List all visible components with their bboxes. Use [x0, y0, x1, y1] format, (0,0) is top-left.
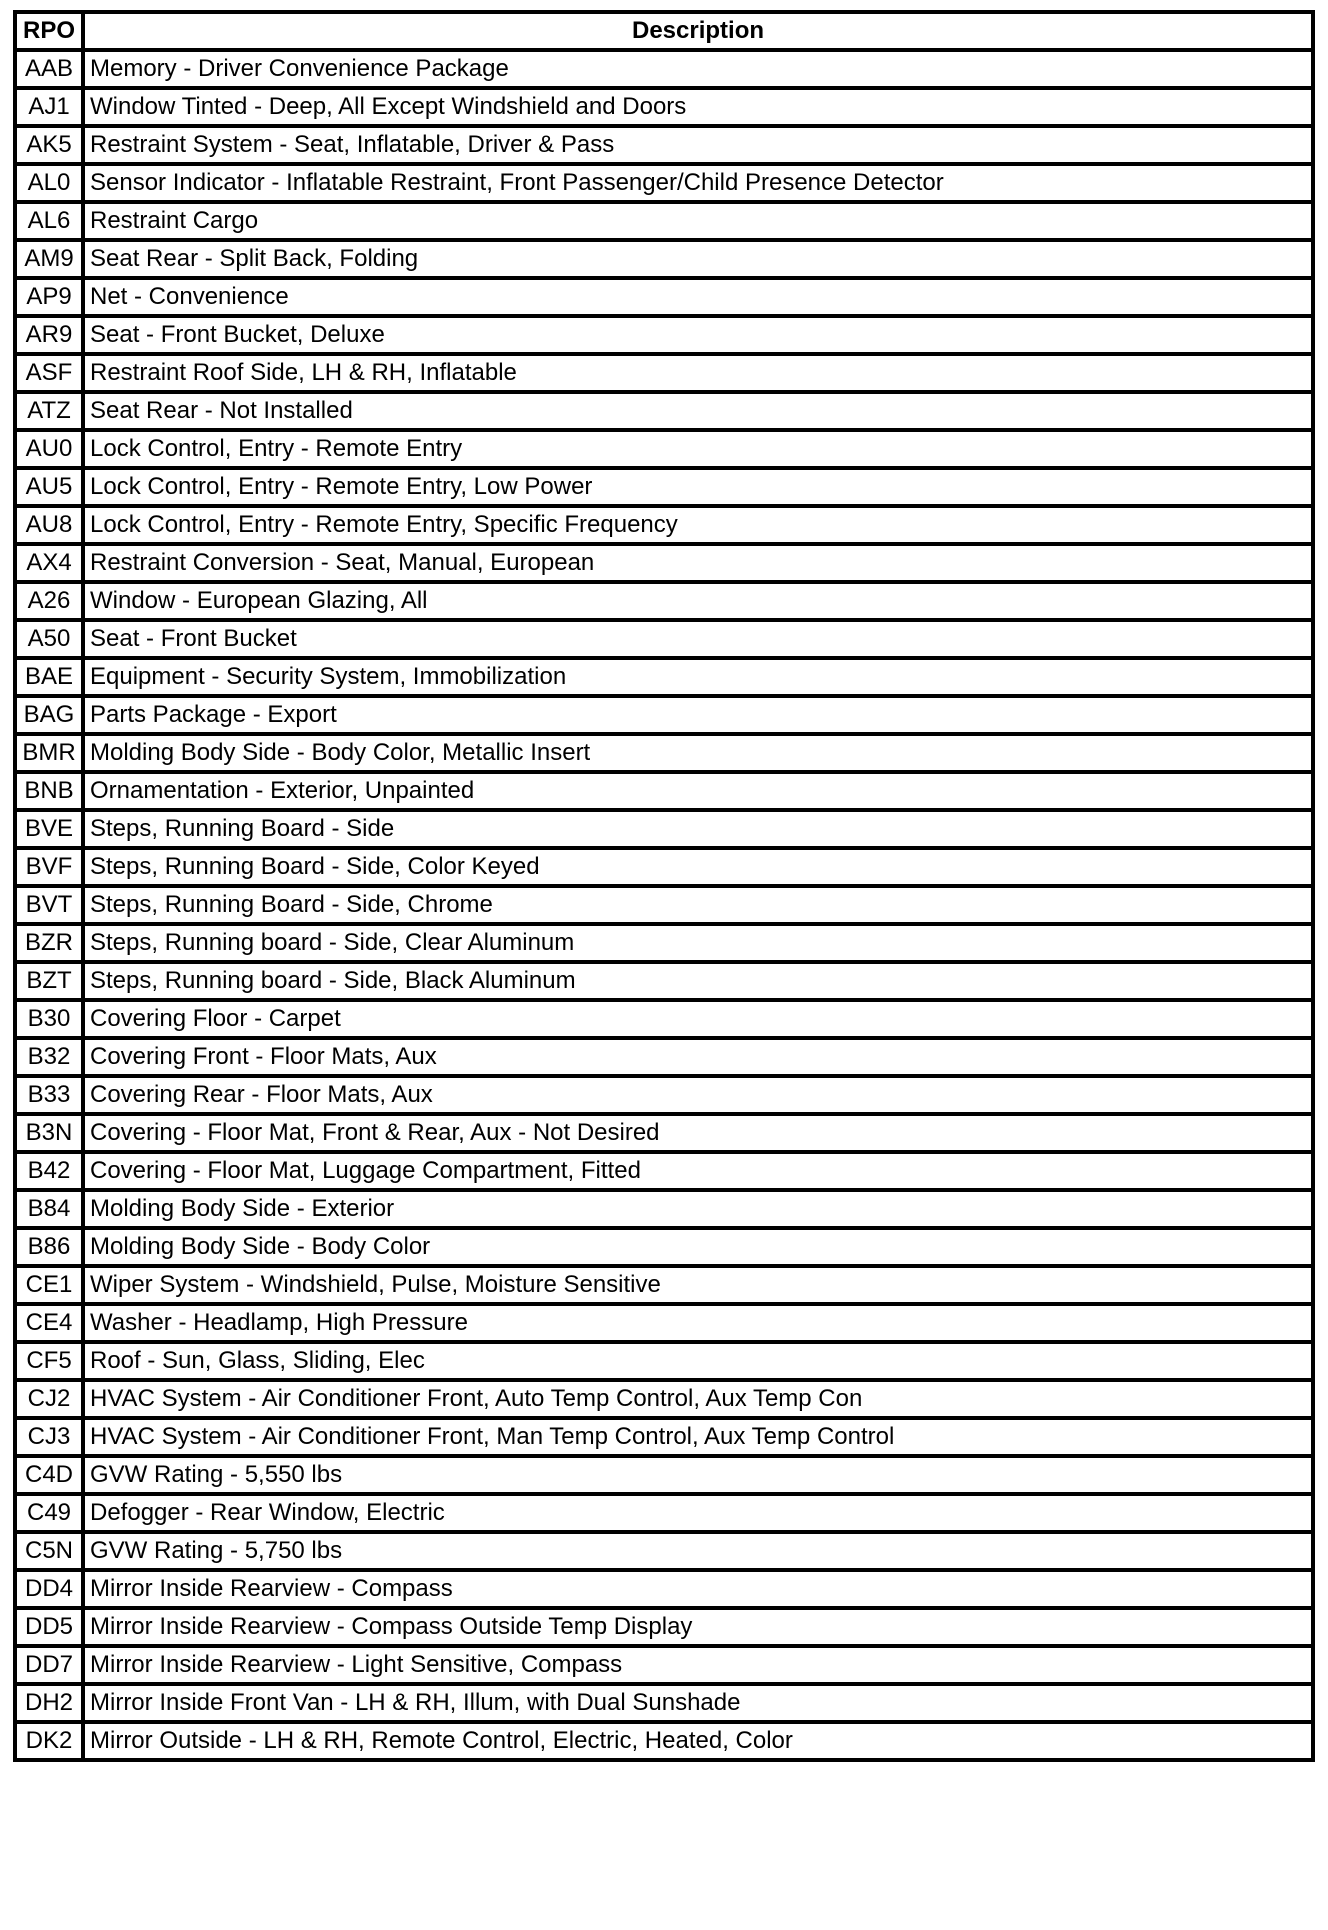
table-row — [15, 962, 1313, 1000]
table-row — [15, 88, 1313, 126]
rpo-code-cell: AU5 — [15, 468, 83, 506]
rpo-code-cell: BMR — [15, 734, 83, 772]
table-row — [15, 1684, 1313, 1722]
description-cell: Window Tinted - Deep, All Except Windshield and Doors — [83, 88, 1313, 126]
description-cell: Molding Body Side - Body Color, Metallic Insert — [83, 734, 1313, 772]
description-cell: Restraint System - Seat, Inflatable, Driver & Pass — [83, 126, 1313, 164]
description-cell: Mirror Inside Rearview - Compass Outside Temp Display — [83, 1608, 1313, 1646]
table-row — [15, 1152, 1313, 1190]
header-rpo: RPO — [15, 12, 83, 50]
table-row — [15, 430, 1313, 468]
description-cell: Covering - Floor Mat, Front & Rear, Aux - Not Desired — [83, 1114, 1313, 1152]
rpo-code-cell: ASF — [15, 354, 83, 392]
description-cell: HVAC System - Air Conditioner Front, Auto Temp Control, Aux Temp Con — [83, 1380, 1313, 1418]
rpo-code-cell: BZT — [15, 962, 83, 1000]
table-row — [15, 1076, 1313, 1114]
description-cell: Seat Rear - Split Back, Folding — [83, 240, 1313, 278]
table-row — [15, 1646, 1313, 1684]
rpo-table — [13, 10, 1315, 1762]
table-row — [15, 1114, 1313, 1152]
description-cell: Sensor Indicator - Inflatable Restraint, Front Passenger/Child Presence Detector — [83, 164, 1313, 202]
table-row — [15, 126, 1313, 164]
rpo-code-cell: AM9 — [15, 240, 83, 278]
rpo-code-cell: BAG — [15, 696, 83, 734]
rpo-code-cell: AAB — [15, 50, 83, 88]
description-cell: GVW Rating - 5,550 lbs — [83, 1456, 1313, 1494]
table-row — [15, 734, 1313, 772]
description-cell: Steps, Running Board - Side — [83, 810, 1313, 848]
rpo-code-cell: AL0 — [15, 164, 83, 202]
description-cell: Mirror Outside - LH & RH, Remote Control, Electric, Heated, Color — [83, 1722, 1313, 1760]
table-row — [15, 848, 1313, 886]
table-row — [15, 506, 1313, 544]
rpo-code-cell: B84 — [15, 1190, 83, 1228]
rpo-code-cell: CE1 — [15, 1266, 83, 1304]
rpo-code-cell: DK2 — [15, 1722, 83, 1760]
description-cell: Window - European Glazing, All — [83, 582, 1313, 620]
rpo-code-cell: B86 — [15, 1228, 83, 1266]
table-row — [15, 1608, 1313, 1646]
table-body — [15, 50, 1313, 1760]
description-cell: Molding Body Side - Exterior — [83, 1190, 1313, 1228]
description-cell: Seat - Front Bucket, Deluxe — [83, 316, 1313, 354]
rpo-code-cell: DH2 — [15, 1684, 83, 1722]
rpo-code-cell: C4D — [15, 1456, 83, 1494]
table-row — [15, 886, 1313, 924]
table-row — [15, 1570, 1313, 1608]
description-cell: Washer - Headlamp, High Pressure — [83, 1304, 1313, 1342]
rpo-code-cell: AU0 — [15, 430, 83, 468]
table-row — [15, 316, 1313, 354]
table-row — [15, 164, 1313, 202]
table-row — [15, 1722, 1313, 1760]
table-row — [15, 1380, 1313, 1418]
description-cell: Restraint Conversion - Seat, Manual, European — [83, 544, 1313, 582]
table-row — [15, 544, 1313, 582]
description-cell: Lock Control, Entry - Remote Entry, Low Power — [83, 468, 1313, 506]
table-row — [15, 392, 1313, 430]
table-row — [15, 1532, 1313, 1570]
rpo-code-cell: B32 — [15, 1038, 83, 1076]
description-cell: HVAC System - Air Conditioner Front, Man Temp Control, Aux Temp Control — [83, 1418, 1313, 1456]
rpo-code-cell: DD7 — [15, 1646, 83, 1684]
table-row — [15, 1190, 1313, 1228]
rpo-code-cell: BVE — [15, 810, 83, 848]
table-row — [15, 658, 1313, 696]
rpo-code-cell: DD5 — [15, 1608, 83, 1646]
rpo-code-cell: B3N — [15, 1114, 83, 1152]
rpo-code-cell: CF5 — [15, 1342, 83, 1380]
table-row — [15, 240, 1313, 278]
table-row — [15, 696, 1313, 734]
description-cell: Lock Control, Entry - Remote Entry — [83, 430, 1313, 468]
table-row — [15, 810, 1313, 848]
description-cell: Seat Rear - Not Installed — [83, 392, 1313, 430]
description-cell: Steps, Running board - Side, Black Aluminum — [83, 962, 1313, 1000]
description-cell: Covering - Floor Mat, Luggage Compartment, Fitted — [83, 1152, 1313, 1190]
table-row — [15, 620, 1313, 658]
rpo-code-cell: BZR — [15, 924, 83, 962]
header-row — [15, 12, 1313, 50]
table-row — [15, 582, 1313, 620]
table-row — [15, 772, 1313, 810]
rpo-code-cell: AJ1 — [15, 88, 83, 126]
table-row — [15, 1304, 1313, 1342]
rpo-code-cell: B42 — [15, 1152, 83, 1190]
table-row — [15, 1494, 1313, 1532]
table-row — [15, 1418, 1313, 1456]
table-row — [15, 1266, 1313, 1304]
rpo-code-cell: C49 — [15, 1494, 83, 1532]
description-cell: Parts Package - Export — [83, 696, 1313, 734]
description-cell: Steps, Running board - Side, Clear Aluminum — [83, 924, 1313, 962]
description-cell: Mirror Inside Rearview - Light Sensitive, Compass — [83, 1646, 1313, 1684]
description-cell: Ornamentation - Exterior, Unpainted — [83, 772, 1313, 810]
rpo-code-cell: C5N — [15, 1532, 83, 1570]
description-cell: Lock Control, Entry - Remote Entry, Specific Frequency — [83, 506, 1313, 544]
description-cell: Covering Rear - Floor Mats, Aux — [83, 1076, 1313, 1114]
rpo-code-cell: ATZ — [15, 392, 83, 430]
table-row — [15, 1228, 1313, 1266]
table-row — [15, 924, 1313, 962]
description-cell: Mirror Inside Front Van - LH & RH, Illum, with Dual Sunshade — [83, 1684, 1313, 1722]
rpo-code-cell: BVF — [15, 848, 83, 886]
table-row — [15, 1342, 1313, 1380]
header-description: Description — [83, 12, 1313, 50]
description-cell: Molding Body Side - Body Color — [83, 1228, 1313, 1266]
rpo-code-cell: CE4 — [15, 1304, 83, 1342]
rpo-code-cell: AR9 — [15, 316, 83, 354]
rpo-code-cell: AL6 — [15, 202, 83, 240]
description-cell: GVW Rating - 5,750 lbs — [83, 1532, 1313, 1570]
description-cell: Net - Convenience — [83, 278, 1313, 316]
table-row — [15, 354, 1313, 392]
description-cell: Equipment - Security System, Immobilization — [83, 658, 1313, 696]
rpo-code-cell: CJ3 — [15, 1418, 83, 1456]
description-cell: Mirror Inside Rearview - Compass — [83, 1570, 1313, 1608]
table-row — [15, 1000, 1313, 1038]
description-cell: Defogger - Rear Window, Electric — [83, 1494, 1313, 1532]
table-row — [15, 50, 1313, 88]
description-cell: Steps, Running Board - Side, Chrome — [83, 886, 1313, 924]
description-cell: Roof - Sun, Glass, Sliding, Elec — [83, 1342, 1313, 1380]
rpo-code-cell: AP9 — [15, 278, 83, 316]
table-row — [15, 1038, 1313, 1076]
rpo-code-cell: BVT — [15, 886, 83, 924]
rpo-code-cell: B33 — [15, 1076, 83, 1114]
description-cell: Restraint Cargo — [83, 202, 1313, 240]
description-cell: Steps, Running Board - Side, Color Keyed — [83, 848, 1313, 886]
rpo-code-cell: AU8 — [15, 506, 83, 544]
description-cell: Covering Front - Floor Mats, Aux — [83, 1038, 1313, 1076]
rpo-code-cell: AX4 — [15, 544, 83, 582]
description-cell: Memory - Driver Convenience Package — [83, 50, 1313, 88]
description-cell: Wiper System - Windshield, Pulse, Moisture Sensitive — [83, 1266, 1313, 1304]
rpo-code-cell: AK5 — [15, 126, 83, 164]
rpo-code-cell: B30 — [15, 1000, 83, 1038]
description-cell: Covering Floor - Carpet — [83, 1000, 1313, 1038]
table-row — [15, 468, 1313, 506]
rpo-code-cell: DD4 — [15, 1570, 83, 1608]
table-row — [15, 278, 1313, 316]
table-row — [15, 202, 1313, 240]
description-cell: Restraint Roof Side, LH & RH, Inflatable — [83, 354, 1313, 392]
description-cell: Seat - Front Bucket — [83, 620, 1313, 658]
table-row — [15, 1456, 1313, 1494]
rpo-code-cell: BAE — [15, 658, 83, 696]
rpo-code-cell: CJ2 — [15, 1380, 83, 1418]
rpo-code-cell: BNB — [15, 772, 83, 810]
rpo-code-cell: A26 — [15, 582, 83, 620]
rpo-code-cell: A50 — [15, 620, 83, 658]
